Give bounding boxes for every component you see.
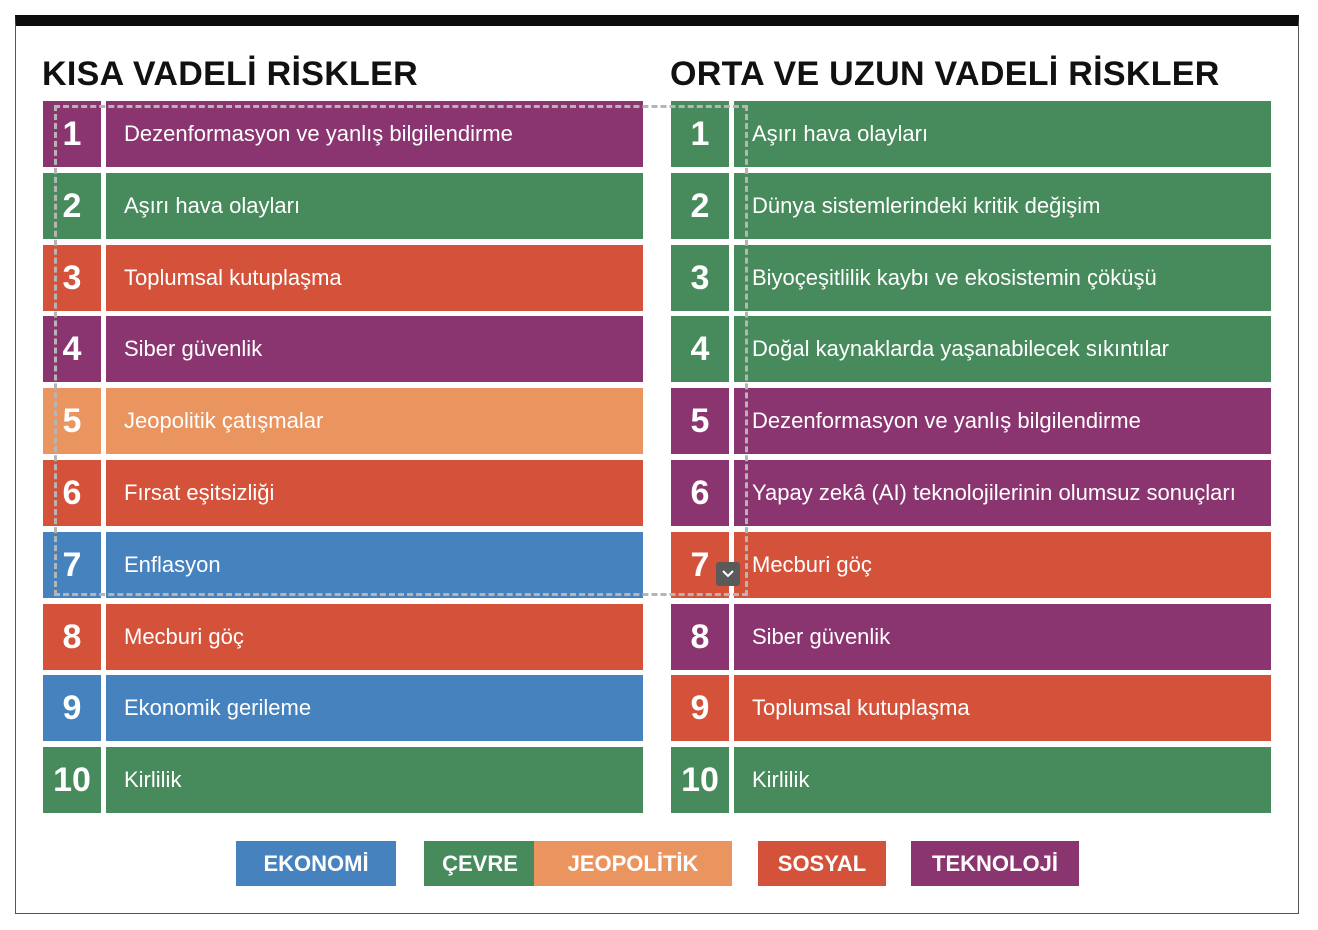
short-term-title: KISA VADELİ RİSKLER [42, 55, 418, 93]
legend-ekonomi: EKONOMİ [236, 841, 396, 886]
short-term-risk-row [43, 675, 643, 741]
rank-number: 8 [43, 604, 101, 670]
long-term-risk-row [671, 532, 1271, 598]
rank-number: 4 [43, 316, 101, 382]
risk-label: Mecburi göç [106, 604, 643, 670]
risk-label: Fırsat eşitsizliği [106, 460, 643, 526]
short-term-risk-row [43, 388, 643, 454]
long-term-risk-row [671, 460, 1271, 526]
rank-number: 9 [671, 675, 729, 741]
long-term-risk-row [671, 245, 1271, 311]
rank-number: 5 [43, 388, 101, 454]
rank-number: 7 [671, 532, 729, 598]
short-term-risk-row [43, 245, 643, 311]
risk-label: Aşırı hava olayları [106, 173, 643, 239]
legend-teknoloji: TEKNOLOJİ [911, 841, 1079, 886]
short-term-risk-row [43, 460, 643, 526]
rank-number: 1 [43, 101, 101, 167]
legend-cevre: ÇEVRE [424, 841, 536, 886]
rank-number: 2 [43, 173, 101, 239]
category-legend [0, 841, 1318, 886]
long-term-risk-row [671, 316, 1271, 382]
risk-label: Toplumsal kutuplaşma [734, 675, 1271, 741]
chevron-down-icon[interactable] [716, 562, 740, 586]
rank-number: 5 [671, 388, 729, 454]
legend-jeopolitik: JEOPOLİTİK [534, 841, 732, 886]
rank-number: 1 [671, 101, 729, 167]
risk-label: Siber güvenlik [106, 316, 643, 382]
risk-label: Dünya sistemlerindeki kritik değişim [734, 173, 1271, 239]
short-term-risk-row [43, 604, 643, 670]
risk-label: Siber güvenlik [734, 604, 1271, 670]
risk-label: Aşırı hava olayları [734, 101, 1271, 167]
long-term-risk-row [671, 173, 1271, 239]
short-term-risk-row [43, 532, 643, 598]
long-term-risk-row [671, 388, 1271, 454]
long-term-risk-row [671, 747, 1271, 813]
rank-number: 6 [43, 460, 101, 526]
risk-label: Doğal kaynaklarda yaşanabilecek sıkıntılar [734, 316, 1271, 382]
short-term-risk-row [43, 747, 643, 813]
rank-number: 9 [43, 675, 101, 741]
risk-label: Kirlilik [734, 747, 1271, 813]
risk-label: Enflasyon [106, 532, 643, 598]
risk-label: Biyoçeşitlilik kaybı ve ekosistemin çöküşü [734, 245, 1271, 311]
long-term-title: ORTA VE UZUN VADELİ RİSKLER [670, 55, 1220, 93]
rank-number: 3 [671, 245, 729, 311]
short-term-risk-row [43, 101, 643, 167]
risk-label: Kirlilik [106, 747, 643, 813]
rank-number: 10 [43, 747, 101, 813]
short-term-risk-row [43, 173, 643, 239]
risk-label: Dezenformasyon ve yanlış bilgilendirme [106, 101, 643, 167]
risk-label: Yapay zekâ (AI) teknolojilerinin olumsuz sonuçları [734, 460, 1271, 526]
rank-number: 8 [671, 604, 729, 670]
rank-number: 10 [671, 747, 729, 813]
short-term-risk-row [43, 316, 643, 382]
rank-number: 7 [43, 532, 101, 598]
risk-label: Jeopolitik çatışmalar [106, 388, 643, 454]
rank-number: 2 [671, 173, 729, 239]
rank-number: 3 [43, 245, 101, 311]
risk-label: Toplumsal kutuplaşma [106, 245, 643, 311]
risk-label: Mecburi göç [734, 532, 1271, 598]
rank-number: 4 [671, 316, 729, 382]
long-term-risk-row [671, 675, 1271, 741]
long-term-risk-row [671, 101, 1271, 167]
risk-label: Ekonomik gerileme [106, 675, 643, 741]
risk-label: Dezenformasyon ve yanlış bilgilendirme [734, 388, 1271, 454]
rank-number: 6 [671, 460, 729, 526]
long-term-risk-row [671, 604, 1271, 670]
legend-sosyal: SOSYAL [758, 841, 886, 886]
